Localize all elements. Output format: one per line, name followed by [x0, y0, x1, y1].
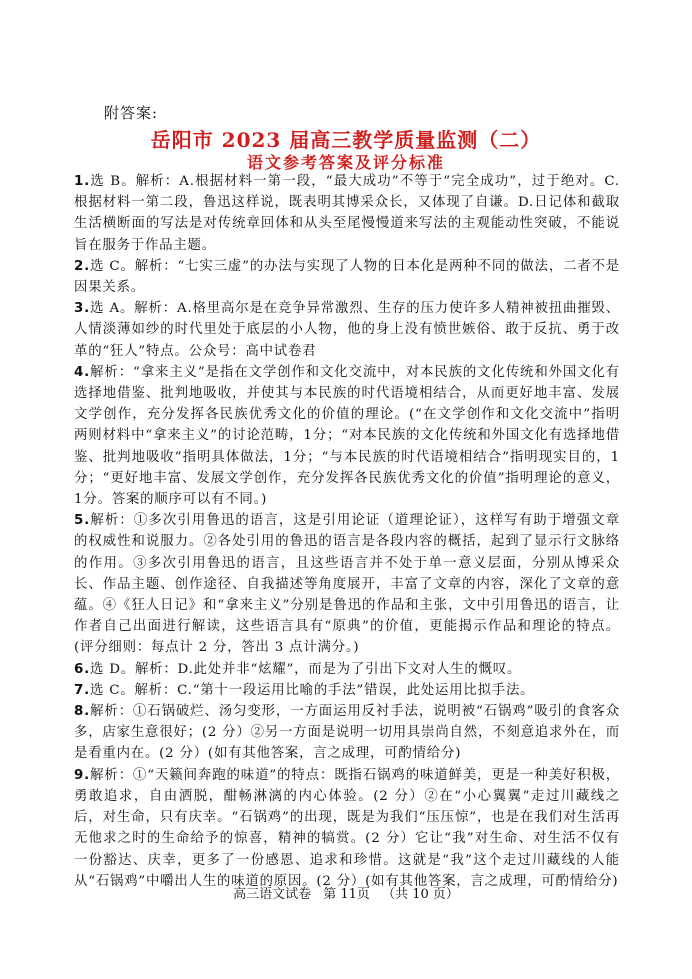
answer-text: 解析：“拿来主义”是指在文学创作和文化交流中，对本民族的文化传统和外国文化有选择地借鉴、批判地吸收，并使其与本民族的时代语境相结合，从而更好地丰富、发展文学创作，充分发挥各民族优秀文化的价值的理论。(“在文学创作和文化交流中”指明两则材料中“拿来主义”的讨论范畴，1分；“对本民族的文化传统和外国文化有选择地借鉴、批判地吸收”指明具体做法，1分；“与本民族的时代语境相结合”指明现实目的，1分；“更好地丰富、发展文学创作，充分发挥各民族优秀文化的价值”指明理论的意义，1分。答案的顺序可以有不同。) [74, 364, 620, 508]
exam-title: 岳阳市 2023 届高三教学质量监测（二） [150, 128, 542, 152]
answer-item [74, 171, 620, 256]
answer-text: 选 B。解析：A.根据材料一第一段，“最大成功”不等于“完全成功”，过于绝对。C.根据材料一第二段，鲁迅这样说，既表明其博采众长，又体现了自谦。D.日记体和截取生活横断面的写法是对传统章回体和从头至尾慢慢道来写法的主观能动性突破，不能说旨在服务于作品主题。 [74, 174, 620, 253]
answer-item [74, 256, 620, 298]
answer-text: 选 C。解析：C.“第十一段运用比喻的手法”错误，此处运用比拟手法。 [90, 682, 535, 698]
answer-item [74, 659, 620, 680]
answer-number: 6. [74, 661, 91, 677]
answer-text: 解析：①“天籁间奔跑的味道”的特点：既指石锅鸡的味道鲜美，更是一种美好积极，勇敢追求，自由洒脱，酣畅淋漓的内心体验。(2 分）②在“小心翼翼”走过川藏线之后，对生命，只有庆幸。“石锅鸡”的出现，既是为我们“压压惊”，也是在我们对生活再无他求之时的生命给予的惊喜，精神的犒赏。(2 分）它让“我”对生命、对生活不仅有一份豁达、庆幸，更多了一份感恩、追求和珍惜。这就是“我”这个走过川藏线的人能从“石锅鸡”中嚼出人生的味道的原因。(2 分）(如有其他答案，言之成理，可酌情给分) [74, 767, 620, 889]
answer-item [74, 680, 620, 701]
answer-item [74, 298, 620, 362]
page-footer [0, 883, 692, 902]
answer-item [74, 362, 620, 510]
exam-subtitle: 语文参考答案及评分标准 [246, 153, 445, 172]
answer-item [74, 701, 620, 765]
answer-number: 2. [74, 258, 91, 274]
answer-text: 解析：①多次引用鲁迅的语言，这是引用论证（道理论证），这样写有助于增强文章的权威性和说服力。②各处引用的鲁迅的语言是各段内容的概括，起到了显示行文脉络的作用。③多次引用鲁迅的语言，且这些语言并不处于单一意义层面，分别从博采众长、作品主题、创作途径、自我描述等角度展开，丰富了文章的内容，深化了文章的意蕴。④《狂人日记》和“拿来主义”分别是鲁迅的作品和主张，文中引用鲁迅的语言，让作者自己出面进行解读，这些语言具有“原典”的价值，更能揭示作品和理论的特点。(评分细则：每点计 2 分，答出 3 点计满分。) [74, 513, 620, 656]
answer-list [74, 171, 620, 892]
answer-number: 1. [74, 174, 91, 189]
answer-item [74, 510, 620, 658]
answer-number: 4. [74, 364, 91, 380]
footer-page-number: 第 11页 [323, 887, 370, 902]
footer-course: 高三语文试卷 [233, 887, 312, 902]
answer-number: 5. [74, 513, 91, 529]
answer-number: 9. [74, 767, 91, 783]
attach-label: 附答案: [104, 104, 159, 122]
answer-number: 7. [74, 682, 91, 698]
answer-text: 选 D。解析：D.此处并非“炫耀”，而是为了引出下文对人生的慨叹。 [90, 661, 522, 677]
answer-number: 3. [74, 301, 91, 317]
footer-total-pages: （共 10 页） [382, 887, 459, 902]
answer-number: 8. [74, 704, 91, 720]
answer-text: 选 C。解析：“七实三虚”的办法与实现了人物的日本化是两种不同的做法，二者不是因果关系。 [74, 258, 620, 296]
answer-text: 解析：①石锅破烂、汤匀变形，一方面运用反衬手法，说明被“石锅鸡”吸引的食客众多，店家生意很好；(2 分）②另一方面是说明一切用具崇尚自然，不刻意追求外在，而是看重内在。(2 分）(如有其他答案，言之成理，可酌情给分) [74, 704, 620, 762]
answer-item [74, 765, 620, 892]
answer-text: 选 A。解析：A.格里高尔是在竞争异常激烈、生存的压力使许多人精神被扭曲摧毁、人情淡薄如纱的时代里处于底层的小人物，他的身上没有愤世嫉俗、敢于反抗、勇于改革的“狂人”特点。公众号：高中试卷君 [74, 301, 620, 359]
